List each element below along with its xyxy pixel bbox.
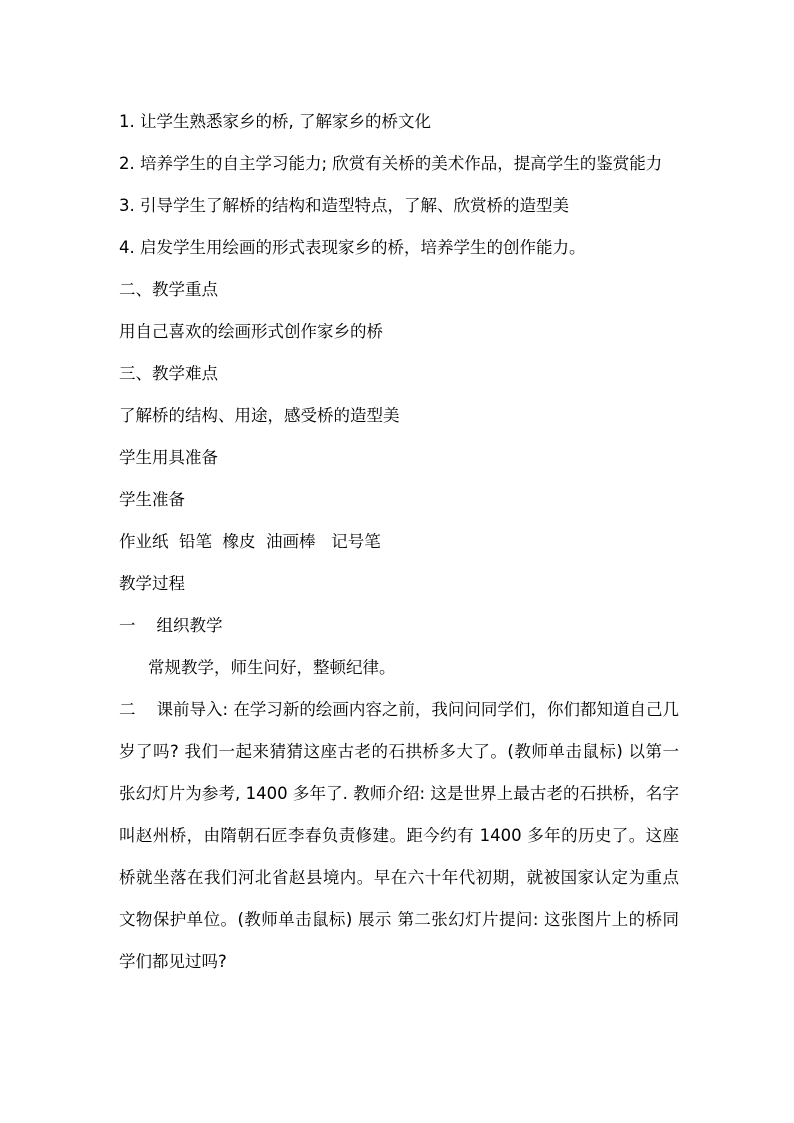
section-heading-difficulties: 三、教学难点	[119, 364, 218, 383]
step-2-paragraph: 二 课前导入: 在学习新的绘画内容之前，我问问同学们，你们都知道自己几岁了吗? 我们一起来猜猜这座古老的石拱桥多大了。(教师单击鼠标) 以第一张幻灯片为参考, 1400 多年了. 教师介绍: 这是世界上最古老的石拱桥，名字叫赵州桥，由隋朝石匠李春负责修建。距今约有 1400 多年的历史了。这座桥就坐落在我们河北省赵县境内。早在六十年代初期，就被国家认定为重点文物保护单位。(教师单击鼠标) 展示 第二张幻灯片提问: 这张图片上的桥同学们都见过吗?	[119, 700, 679, 971]
objective-3: 3. 引导学生了解桥的结构和造型特点，了解、欣赏桥的造型美	[119, 196, 569, 215]
section-heading-key-points: 二、教学重点	[119, 280, 218, 299]
teaching-process-heading: 教学过程	[119, 574, 185, 593]
objective-1: 1. 让学生熟悉家乡的桥, 了解家乡的桥文化	[119, 112, 431, 131]
key-points-text: 用自己喜欢的绘画形式创作家乡的桥	[119, 322, 383, 341]
objective-4: 4. 启发学生用绘画的形式表现家乡的桥，培养学生的创作能力。	[119, 238, 586, 257]
difficulties-text: 了解桥的结构、用途，感受桥的造型美	[119, 406, 400, 425]
materials-list: 作业纸 铅笔 橡皮 油画棒 记号笔	[119, 532, 381, 551]
objective-2: 2. 培养学生的自主学习能力; 欣赏有关桥的美术作品，提高学生的鉴赏能力	[119, 154, 663, 173]
step-1-text: 常规教学，师生问好，整顿纪律。	[148, 658, 396, 677]
student-materials-heading: 学生用具准备	[119, 448, 218, 467]
student-preparation-heading: 学生准备	[119, 490, 185, 509]
document-body	[119, 101, 679, 983]
step-1-heading: 一 组织教学	[119, 616, 223, 635]
